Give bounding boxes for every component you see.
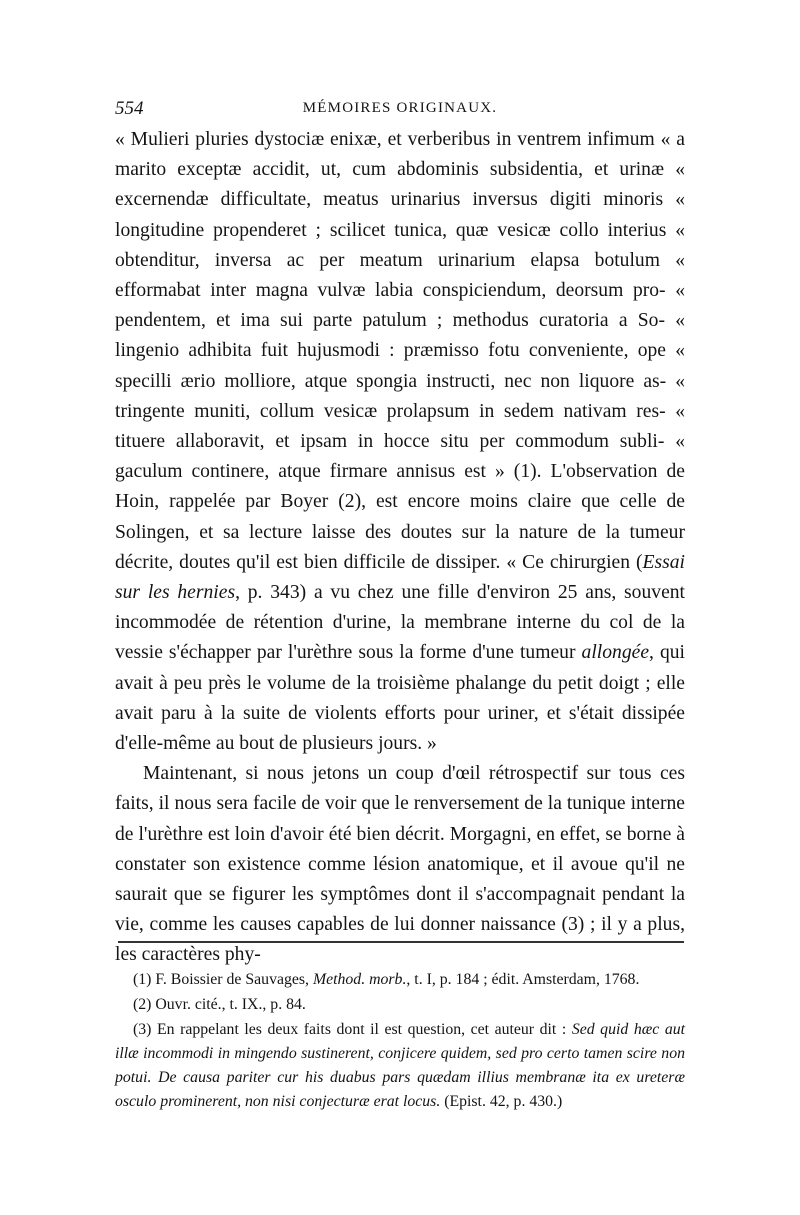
paragraph-2: Maintenant, si nous jetons un coup d'œil rétrospectif sur tous ces faits, il nous sera facile de voir que le renversement de la tunique interne de l'urèthre est loin d'avoir été bien décrit. Morgagni, en effet, se borne à constater son existence comme lésion anatomique, et il avoue qu'il ne saurait que se figurer les symptômes dont il s'accompagnait pendant la vie, comme les causes capables de lui donner naissance (3) ; il y a plus, les caractères phy- (115, 763, 685, 966)
footnote-1-ref: , t. I, p. 184 ; édit. Amsterdam, 1768. (406, 971, 640, 988)
page-header (115, 98, 685, 124)
footnote-1-title: Method. morb. (312, 971, 407, 988)
paragraph-1-text-c: , qui avait à peu près le volume de la troisième phalange du petit doigt ; elle avait paru à la suite de violents efforts pour uriner, et s'était dissipée d'elle-même au bout de plusieurs jours. » (115, 642, 686, 755)
footnotes (115, 968, 685, 1115)
footnote-3-ref: (Epist. 42, p. 430.) (440, 1093, 563, 1110)
running-head: MÉMOIRES ORIGINAUX. (302, 100, 498, 116)
page-number: 554 (115, 98, 144, 119)
footnote-1-author: (1) F. Boissier de Sauvages, (133, 971, 313, 988)
work-title-essai: Essai sur les hernies (115, 551, 685, 604)
word-allongee: allongée (581, 642, 650, 664)
footnote-rule (118, 941, 684, 943)
paragraph-1-text-a: L'observation de Hoin, rappelée par Boyer (2), est encore moins claire que celle de Solingen, et sa lecture laisse des doutes sur la nature de la tumeur décrite, doutes qu'il est bien difficile de dissiper. « Ce chirurgien ( (115, 461, 685, 573)
footnote-3 (115, 1018, 685, 1114)
latin-quote: « Mulieri pluries dystociæ enixæ, et verberibus in ventrem infimum « a marito exceptæ accidit, ut, cum abdominis subsidentia, et urinæ « excernendæ difficultate, meatus urinarius inversus digiti minoris « longitudine propenderet ; scilicet tunica, quæ vesicæ collo interius « obtenditur, inversa ac per meatum urinarium elapsa botulum « efformabat inter magna vulvæ labia conspiciendum, deorsum pro- « pendentem, et ima sui parte patulum ; methodus curatoria a So- « lingenio adhibita fuit hujusmodi : præmisso fotu conveniente, ope « specilli ærio molliore, atque spongia instructi, nec non liquore as- « tringente muniti, collum vesicæ prolapsum in sedem nativam res- « tituere allaboravit, et ipsam in hocce situ per commodum subli- « gaculum continere, atque firmare annisus est » (1). (115, 129, 685, 483)
footnote-3-intro: (3) En rappelant les deux faits dont il est question, cet auteur dit : (133, 1021, 572, 1038)
paragraph-1-text-b: , p. 343) a vu chez une fille d'environ 25 ans, souvent incommodée de rétention d'urine, la membrane interne du col de la vessie s'échapper par l'urèthre sous la forme d'une tumeur (115, 582, 686, 664)
footnote-2: (2) Ouvr. cité., t. IX., p. 84. (133, 996, 306, 1013)
footnote-1 (115, 968, 685, 992)
footnote-3-latin: Sed quid hæc aut illæ incommodi in mingendo sustinerent, conjicere quidem, sed pro certo tamen scire non potui. De causa pariter cur his duabus pars quædam illius membranæ ita ex ureteræ osculo prominerent, non nisi conjecturæ erat locus. (115, 1021, 686, 1110)
paragraph-quote (115, 125, 685, 759)
body-text (115, 125, 685, 971)
